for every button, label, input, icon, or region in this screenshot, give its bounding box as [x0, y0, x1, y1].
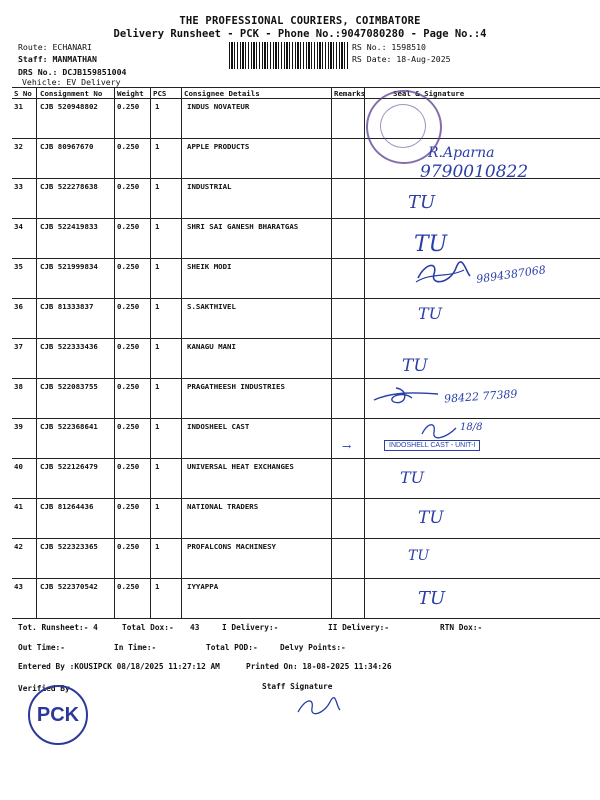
barcode: [229, 42, 349, 69]
handwritten-initials: TU: [402, 356, 428, 376]
rtn-dox: RTN Dox:-: [440, 623, 483, 632]
handwritten-initials: TU: [414, 232, 448, 257]
row-weight: 0.250: [117, 182, 140, 191]
table-header-rule: [12, 98, 600, 99]
row-divider: [12, 498, 600, 499]
handwritten-name: R.Aparna: [428, 145, 495, 161]
row-weight: 0.250: [117, 422, 140, 431]
row-sno: 37: [14, 342, 23, 351]
i-delivery: I Delivery:-: [222, 623, 279, 632]
rs-number: RS No.: 1598510: [352, 42, 426, 52]
handwritten-initials: TU: [418, 508, 444, 528]
row-divider: [12, 458, 600, 459]
row-consignee: KANAGU MANI: [187, 342, 236, 351]
row-sno: 42: [14, 542, 23, 551]
signature-scribble: [420, 420, 460, 440]
drs-number: DRS No.: DCJB159851004: [18, 67, 127, 77]
row-consignment-no: CJB 81264436: [40, 502, 94, 511]
col-sno: S No: [14, 89, 32, 98]
table-top-rule: [12, 87, 600, 88]
total-runsheet: Tot. Runsheet:- 4: [18, 623, 98, 632]
row-consignee: NATIONAL TRADERS: [187, 502, 259, 511]
row-divider: [12, 258, 600, 259]
row-consignee: PROFALCONS MACHINESY: [187, 542, 276, 551]
row-weight: 0.250: [117, 462, 140, 471]
col-signature: Seal & Signature: [393, 89, 465, 98]
row-sno: 43: [14, 582, 23, 591]
row-pcs: 1: [155, 222, 160, 231]
row-divider: [12, 338, 600, 339]
rs-date: RS Date: 18-Aug-2025: [352, 54, 451, 64]
row-weight: 0.250: [117, 102, 140, 111]
handwritten-arrow: →: [342, 440, 352, 453]
signature-scribble: [372, 384, 442, 408]
col-rule: [150, 87, 151, 619]
row-sno: 31: [14, 102, 23, 111]
row-divider: [12, 578, 600, 579]
row-weight: 0.250: [117, 222, 140, 231]
row-pcs: 1: [155, 422, 160, 431]
pck-stamp: PCK: [28, 685, 88, 745]
handwritten-phone: 98422 77389: [443, 387, 518, 406]
row-consignment-no: CJB 522333436: [40, 342, 98, 351]
row-divider: [12, 538, 600, 539]
runsheet-subtitle: Delivery Runsheet - PCK - Phone No.:9047080280 - Page No.:4: [113, 28, 487, 40]
col-consignment: Consignment No: [40, 89, 103, 98]
row-consignment-no: CJB 522278638: [40, 182, 98, 191]
row-pcs: 1: [155, 582, 160, 591]
row-pcs: 1: [155, 262, 160, 271]
row-sno: 40: [14, 462, 23, 471]
col-weight: Weight: [117, 89, 144, 98]
row-consignment-no: CJB 522323365: [40, 542, 98, 551]
row-sno: 32: [14, 142, 23, 151]
row-consignment-no: CJB 80967670: [40, 142, 94, 151]
row-pcs: 1: [155, 102, 160, 111]
row-weight: 0.250: [117, 342, 140, 351]
row-consignee: IYYAPPA: [187, 582, 219, 591]
row-consignee: SHEIK MODI: [187, 262, 232, 271]
row-sno: 41: [14, 502, 23, 511]
signature-scribble: [412, 258, 472, 288]
row-divider: [12, 618, 600, 619]
staff-signature-scribble: [296, 694, 342, 718]
company-title: THE PROFESSIONAL COURIERS, COIMBATORE: [179, 15, 421, 27]
row-weight: 0.250: [117, 262, 140, 271]
row-divider: [12, 298, 600, 299]
printed-on: Printed On: 18-08-2025 11:34:26: [246, 662, 392, 671]
handwritten-initials: TU: [400, 468, 425, 487]
company-rubber-stamp: INDOSHELL CAST - UNIT-I: [384, 440, 480, 451]
out-time: Out Time:-: [18, 643, 65, 652]
row-sno: 38: [14, 382, 23, 391]
row-consignment-no: CJB 520948802: [40, 102, 98, 111]
handwritten-initials: TU: [408, 548, 430, 564]
row-sno: 33: [14, 182, 23, 191]
row-consignment-no: CJB 522126479: [40, 462, 98, 471]
col-consignee: Consignee Details: [184, 89, 260, 98]
row-weight: 0.250: [117, 142, 140, 151]
handwritten-initials: TU: [418, 588, 446, 609]
row-consignee: S.SAKTHIVEL: [187, 302, 236, 311]
row-consignee: INDOSHEEL CAST: [187, 422, 250, 431]
in-time: In Time:-: [114, 643, 157, 652]
col-rule: [36, 87, 37, 619]
handwritten-phone: 9894387068: [475, 263, 547, 286]
row-divider: [12, 138, 600, 139]
staff-label: Staff: MANMATHAN: [18, 54, 97, 64]
row-weight: 0.250: [117, 382, 140, 391]
row-sno: 36: [14, 302, 23, 311]
row-weight: 0.250: [117, 582, 140, 591]
row-pcs: 1: [155, 502, 160, 511]
row-divider: [12, 418, 600, 419]
row-pcs: 1: [155, 182, 160, 191]
ii-delivery: II Delivery:-: [328, 623, 390, 632]
row-weight: 0.250: [117, 502, 140, 511]
row-consignment-no: CJB 522419833: [40, 222, 98, 231]
row-consignee: APPLE PRODUCTS: [187, 142, 250, 151]
row-pcs: 1: [155, 302, 160, 311]
row-consignment-no: CJB 522368641: [40, 422, 98, 431]
verified-by-label: Verified By: [18, 684, 70, 693]
col-pcs: PCS: [153, 89, 167, 98]
row-sno: 39: [14, 422, 23, 431]
row-consignee: UNIVERSAL HEAT EXCHANGES: [187, 462, 294, 471]
row-consignee: INDUS NOVATEUR: [187, 102, 250, 111]
row-weight: 0.250: [117, 542, 140, 551]
row-pcs: 1: [155, 462, 160, 471]
delivery-points: Delvy Points:-: [280, 643, 346, 652]
total-dox-value: 43: [190, 623, 200, 632]
col-rule: [364, 87, 365, 619]
row-pcs: 1: [155, 142, 160, 151]
row-sno: 35: [14, 262, 23, 271]
total-dox-label: Total Dox:-: [122, 623, 174, 632]
row-consignment-no: CJB 521999834: [40, 262, 98, 271]
row-pcs: 1: [155, 342, 160, 351]
row-pcs: 1: [155, 542, 160, 551]
row-divider: [12, 378, 600, 379]
route-label: Route: ECHANARI: [18, 42, 92, 52]
handwritten-initials: TU: [418, 304, 443, 323]
handwritten-initials: TU: [408, 192, 436, 213]
handwritten-date: 18/8: [460, 422, 483, 433]
row-consignment-no: CJB 81333837: [40, 302, 94, 311]
vehicle-label: Vehicle: EV Delivery: [22, 77, 121, 87]
handwritten-phone: 9790010822: [420, 162, 529, 182]
row-weight: 0.250: [117, 302, 140, 311]
staff-signature-label: Staff Signature: [262, 682, 333, 691]
col-remarks: Remarks: [334, 89, 366, 98]
row-consignment-no: CJB 522083755: [40, 382, 98, 391]
entered-by: Entered By :KOUSIPCK 08/18/2025 11:27:12 AM: [18, 662, 220, 671]
row-consignee: PRAGATHEESH INDUSTRIES: [187, 382, 285, 391]
row-consignment-no: CJB 522370542: [40, 582, 98, 591]
col-rule: [181, 87, 182, 619]
total-pod: Total POD:-: [206, 643, 258, 652]
row-pcs: 1: [155, 382, 160, 391]
row-consignee: SHRI SAI GANESH BHARATGAS: [187, 222, 299, 231]
row-consignee: INDUSTRIAL: [187, 182, 232, 191]
col-rule: [114, 87, 115, 619]
row-divider: [12, 218, 600, 219]
row-sno: 34: [14, 222, 23, 231]
col-rule: [331, 87, 332, 619]
